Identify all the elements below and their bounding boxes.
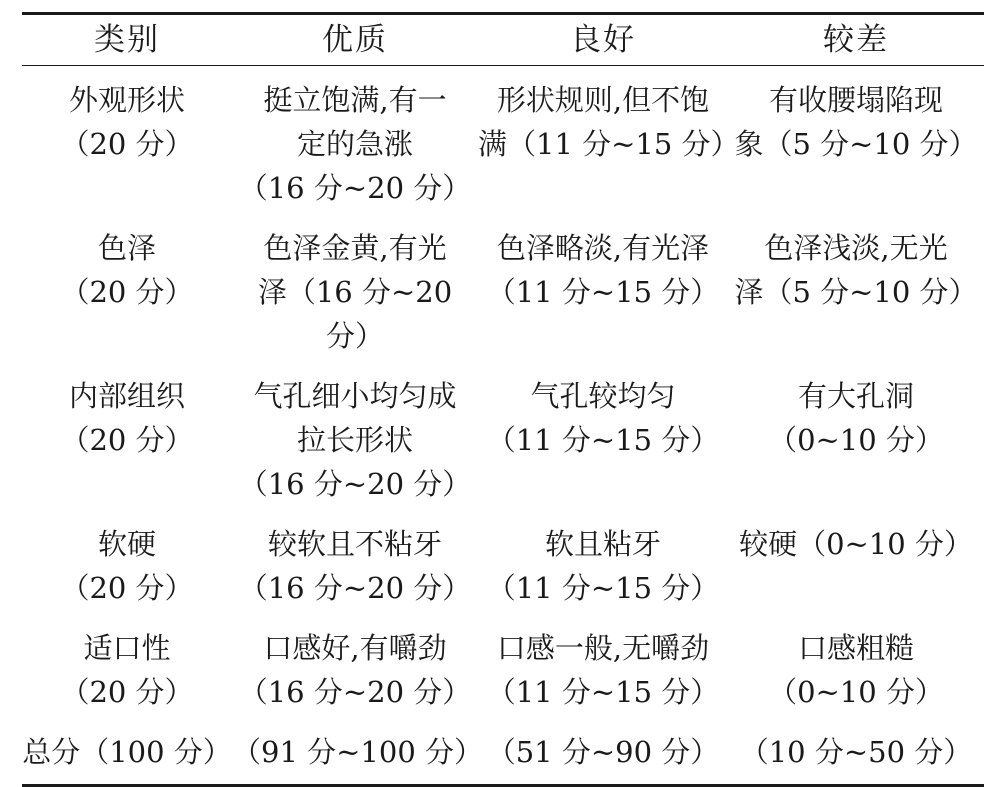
- cell-text: 口感一般,无嚼劲 （11 分~15 分）: [486, 631, 720, 709]
- table-row-total: [22, 722, 984, 784]
- table-cell: [728, 66, 984, 218]
- table-cell: [728, 218, 984, 366]
- cell-text: 色泽金黄,有光 泽（16 分~20 分）: [257, 231, 453, 353]
- table-row: [22, 66, 984, 218]
- table-cell: [22, 66, 232, 218]
- cell-text: 有大孔洞 （0~10 分）: [768, 379, 944, 457]
- table-cell: [728, 366, 984, 514]
- table-cell: [232, 366, 478, 514]
- header-good: 良好: [570, 22, 636, 58]
- table-cell: [478, 618, 728, 722]
- scoring-table-container: [22, 12, 984, 787]
- cell-text: 较软且不粘牙 （16 分~20 分）: [238, 527, 472, 605]
- header-excellent: 优质: [322, 22, 388, 58]
- table-cell: [478, 218, 728, 366]
- cell-text: 内部组织 （20 分）: [60, 379, 194, 457]
- scoring-table: [22, 15, 984, 65]
- cell-text: 总分（100 分）: [22, 735, 232, 769]
- table-cell: [22, 618, 232, 722]
- cell-text: （91 分~100 分）: [232, 735, 483, 769]
- cell-text: 口感好,有嚼劲 （16 分~20 分）: [238, 631, 472, 709]
- header-category: 类别: [94, 22, 160, 58]
- table-cell: [728, 514, 984, 618]
- table-cell: [232, 514, 478, 618]
- cell-text: 外观形状 （20 分）: [60, 83, 194, 161]
- table-row: [22, 618, 984, 722]
- cell-text: 气孔较均匀 （11 分~15 分）: [486, 379, 720, 457]
- cell-text: 形状规则,但不饱 满（11 分~15 分）: [478, 83, 740, 161]
- table-cell: [22, 366, 232, 514]
- table-cell: [232, 618, 478, 722]
- table-cell: [232, 66, 478, 218]
- table-cell: [22, 722, 232, 784]
- table-cell: [478, 514, 728, 618]
- cell-text: 软硬 （20 分）: [60, 527, 194, 605]
- table-cell: [728, 722, 984, 784]
- cell-text: 色泽 （20 分）: [60, 231, 194, 309]
- table-row: [22, 218, 984, 366]
- cell-text: 适口性 （20 分）: [60, 631, 194, 709]
- cell-text: 色泽略淡,有光泽 （11 分~15 分）: [486, 231, 720, 309]
- table-row: [22, 514, 984, 618]
- table-cell: [232, 218, 478, 366]
- cell-text: 气孔细小均匀成 拉长形状 （16 分~20 分）: [238, 379, 472, 501]
- cell-text: 有收腰塌陷现 象（5 分~10 分）: [734, 83, 978, 161]
- cell-text: （10 分~50 分）: [739, 735, 973, 769]
- table-cell: [22, 218, 232, 366]
- cell-text: 挺立饱满,有一 定的急涨 （16 分~20 分）: [238, 83, 472, 205]
- table-cell: [728, 618, 984, 722]
- header-poor: 较差: [823, 22, 889, 58]
- cell-text: 较硬（0~10 分）: [739, 527, 973, 561]
- table-cell: [478, 366, 728, 514]
- table-cell: [478, 722, 728, 784]
- cell-text: 口感粗糙 （0~10 分）: [768, 631, 944, 709]
- cell-text: 色泽浅淡,无光 泽（5 分~10 分）: [734, 231, 978, 309]
- table-cell: [232, 722, 483, 784]
- cell-text: 软且粘牙 （11 分~15 分）: [486, 527, 720, 605]
- scoring-table-body: [22, 66, 984, 784]
- table-row: [22, 366, 984, 514]
- table-cell: [478, 66, 740, 218]
- cell-text: （51 分~90 分）: [486, 735, 720, 769]
- header-row: [22, 15, 984, 65]
- table-cell: [22, 514, 232, 618]
